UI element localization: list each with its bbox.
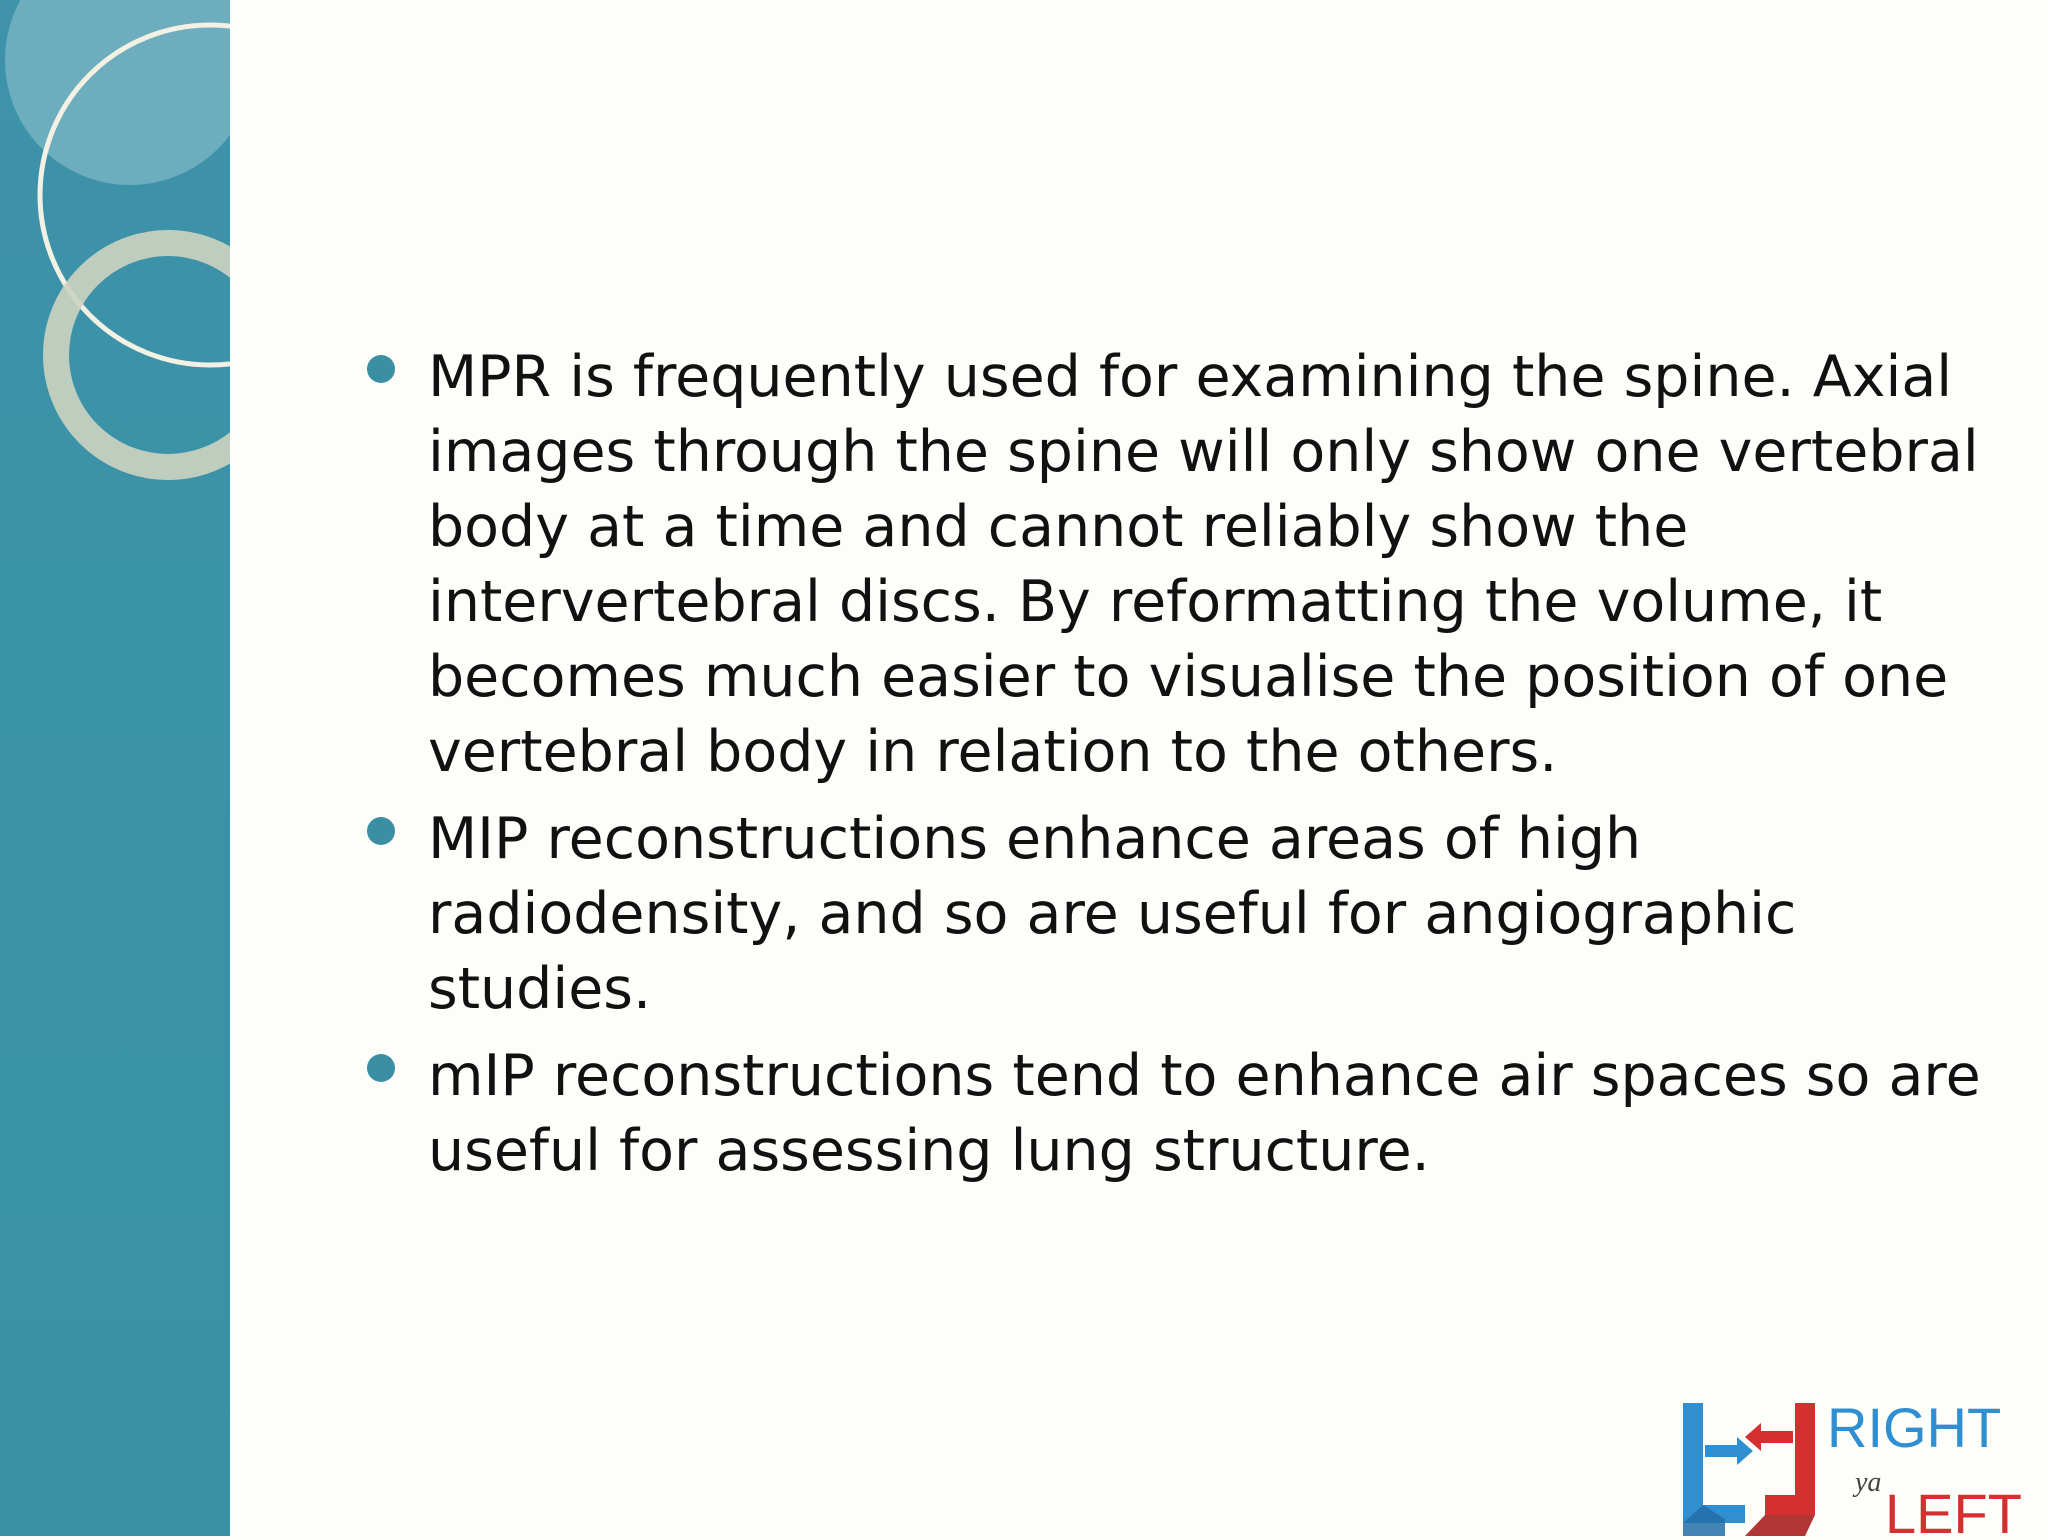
slide-content [360,340,2020,1201]
bullet-dot-icon [367,355,395,383]
bullet-item-minip [360,1039,2020,1189]
bullet-dot-icon [367,817,395,845]
bullet-text: mIP reconstructions tend to enhance air spaces so are useful for assessing lung structure. [428,1043,1981,1184]
decorative-circles [0,0,230,1536]
bullet-text: MIP reconstructions enhance areas of high radiodensity, and so are useful for angiographic studies. [428,806,1797,1022]
decorative-side-panel [0,0,230,1536]
logo-word-top: RIGHT [1827,1396,2002,1459]
bullet-dot-icon [367,1054,395,1082]
logo-mark [1675,1395,2035,1536]
bullet-item-mip [360,802,2020,1027]
logo-word-middle: ya [1855,1467,1882,1498]
bullet-text: MPR is frequently used for examining the spine. Axial images through the spine will only show one vertebral body at a time and cannot reliably show the intervertebral discs. By reformatting the volume, it becomes much easier to visualise the position of one vertebral body in relation to the others. [428,344,1979,785]
logo-word-bottom: LEFT [1885,1482,2022,1536]
right-ya-left-logo [1675,1395,2035,1536]
bullet-item-mpr [360,340,2020,790]
